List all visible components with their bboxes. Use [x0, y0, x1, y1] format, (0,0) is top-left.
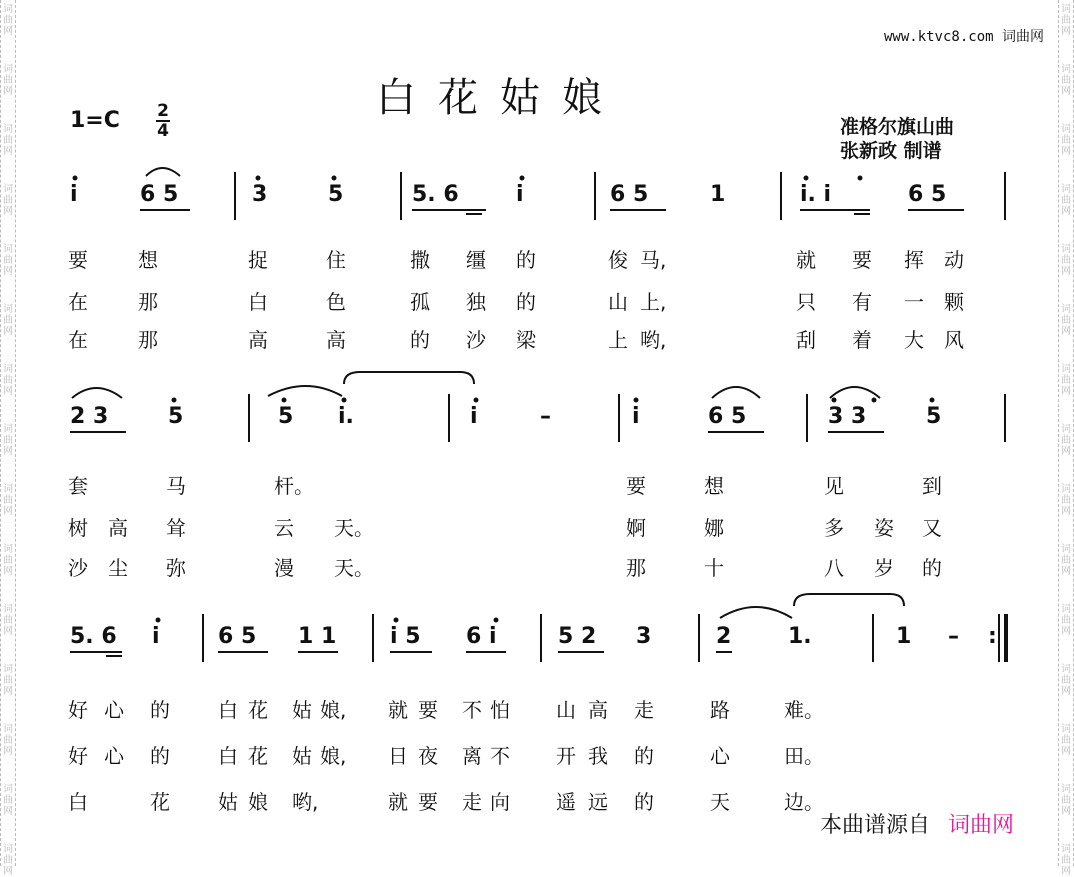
lyric: 上,	[640, 290, 667, 314]
lyric: 只	[796, 290, 816, 314]
note: –	[540, 404, 551, 429]
lyric: 花	[248, 744, 268, 768]
watermark-text: 词 曲 网	[1061, 124, 1071, 157]
lyric: 独	[466, 290, 486, 314]
tie	[344, 372, 474, 384]
lyric: 哟,	[292, 790, 319, 814]
composer-credit: 准格尔旗山曲	[840, 116, 955, 138]
lyric: 白	[248, 290, 268, 314]
lyric: 不	[462, 698, 482, 722]
lyric: 想	[138, 248, 158, 272]
lyric: 沙	[68, 556, 88, 580]
note: i	[70, 182, 78, 207]
lyric: 要	[418, 790, 438, 814]
note: i	[632, 404, 640, 429]
slur	[72, 388, 122, 398]
watermark-text: 词 曲 网	[3, 604, 13, 637]
lyric: 要	[626, 474, 646, 498]
lyric: 的	[922, 556, 942, 580]
lyric: 耸	[166, 516, 186, 540]
footer-label: 本曲谱源自	[820, 813, 931, 838]
octave-dot	[494, 618, 499, 623]
footer-source	[820, 808, 1014, 839]
slur	[720, 607, 792, 618]
watermark-text: 词 曲 网	[3, 784, 13, 817]
octave-dot	[872, 398, 877, 403]
lyric: 高	[108, 516, 128, 540]
note: i. i	[800, 182, 832, 207]
lyric: 刮	[796, 328, 816, 352]
lyric: 树	[68, 516, 88, 540]
lyric: 花	[248, 698, 268, 722]
note: 1 1	[298, 624, 337, 649]
octave-dot	[332, 176, 337, 181]
lyric: 又	[922, 516, 942, 540]
lyric: 要	[852, 248, 872, 272]
lyric: 好	[68, 744, 88, 768]
time-bottom: 4	[157, 121, 169, 141]
lyric: 杆。	[274, 474, 314, 498]
lyric: 走	[634, 698, 654, 722]
lyric: 就	[796, 248, 816, 272]
lyric: 花	[150, 790, 170, 814]
lyric: 的	[150, 744, 170, 768]
lyric: 心	[104, 698, 124, 722]
lyric: 不	[490, 744, 510, 768]
lyric: 缰	[466, 248, 486, 272]
lyric: 大	[904, 328, 924, 352]
lyric: 挥	[904, 248, 924, 272]
song-title: 白花姑娘	[376, 75, 624, 121]
slur	[712, 387, 760, 398]
lyric: 想	[704, 474, 724, 498]
lyric: 山	[608, 290, 628, 314]
watermark-text: 词 曲 网	[1061, 784, 1071, 817]
lyric: 我	[588, 744, 608, 768]
note: 5. 6	[412, 182, 459, 207]
lyric: 姑	[218, 790, 238, 814]
lyric: 岁	[874, 556, 894, 580]
octave-dot	[256, 176, 261, 181]
note: i.	[338, 404, 354, 429]
lyric: 日	[388, 744, 408, 768]
octave-dot	[394, 618, 399, 623]
lyric: 在	[68, 328, 88, 352]
lyric: 多	[824, 516, 844, 540]
watermark-text: 词 曲 网	[1061, 64, 1071, 97]
lyric: 姿	[874, 516, 894, 540]
lyric: 天。	[334, 516, 374, 540]
note: i	[516, 182, 524, 207]
octave-dot	[930, 398, 935, 403]
lyric: 孤	[410, 290, 430, 314]
watermark-text: 词 曲 网	[1061, 844, 1071, 877]
watermark-text: 词 曲 网	[1061, 664, 1071, 697]
watermark-text: 词 曲 网	[3, 724, 13, 757]
octave-dot	[73, 176, 78, 181]
lyric: 开	[556, 744, 576, 768]
watermark-text: 词 曲 网	[3, 64, 13, 97]
lyric: 离	[462, 744, 482, 768]
note: 5	[168, 404, 184, 429]
note: 5 2	[558, 624, 597, 649]
octave-dot	[474, 398, 479, 403]
lyric: 娘,	[320, 744, 347, 768]
note: 6 5	[218, 624, 257, 649]
lyric: 有	[852, 290, 872, 314]
lyric: 到	[922, 474, 942, 498]
note: 6 5	[708, 404, 747, 429]
lyric: 好	[68, 698, 88, 722]
note: –	[948, 624, 959, 649]
lyric: 怕	[490, 698, 510, 722]
lyric: 白	[218, 698, 238, 722]
lyric: 的	[150, 698, 170, 722]
lyric: 哟,	[640, 328, 667, 352]
lyric: 的	[516, 248, 536, 272]
note: 5	[926, 404, 942, 429]
lyric: 色	[326, 290, 346, 314]
lyric: 套	[68, 474, 88, 498]
lyric: 心	[104, 744, 124, 768]
lyric: 着	[852, 328, 872, 352]
lyric: 高	[248, 328, 268, 352]
watermark-text: 词 曲 网	[3, 124, 13, 157]
lyric: 姑	[292, 698, 312, 722]
tie	[794, 594, 904, 606]
lyric: 山	[556, 698, 576, 722]
note: 6 5	[908, 182, 947, 207]
watermark-text: 词 曲 网	[3, 184, 13, 217]
lyric: 夜	[418, 744, 438, 768]
lyric: 白	[218, 744, 238, 768]
lyric: 颗	[944, 290, 964, 314]
lyric: 向	[490, 790, 510, 814]
lyric: 尘	[108, 556, 128, 580]
watermark-text: 词 曲 网	[3, 4, 13, 37]
lyric: 高	[588, 698, 608, 722]
lyric: 在	[68, 290, 88, 314]
note: 5	[278, 404, 294, 429]
lyric: 就	[388, 698, 408, 722]
octave-dot	[832, 398, 837, 403]
footer-source-name[interactable]: 词曲网	[948, 813, 1015, 838]
lyric: 俊	[608, 248, 628, 272]
note: i	[152, 624, 160, 649]
watermark-text: 词 曲 网	[1061, 364, 1071, 397]
octave-dot	[156, 618, 161, 623]
lyric: 就	[388, 790, 408, 814]
lyric: 田。	[784, 744, 824, 768]
lyric: 路	[710, 698, 730, 722]
note: 6 i	[466, 624, 497, 649]
slur	[830, 387, 880, 398]
note: 5. 6	[70, 624, 117, 649]
note: 6 5	[140, 182, 179, 207]
lyric: 一	[904, 290, 924, 314]
lyric: 那	[138, 328, 158, 352]
watermark-text: 词 曲 网	[1061, 4, 1071, 37]
lyric: 娘,	[320, 698, 347, 722]
lyric: 动	[944, 248, 964, 272]
watermark-text: 词 曲 网	[1061, 724, 1071, 757]
lyric: 撒	[410, 248, 430, 272]
lyric: 梁	[516, 328, 536, 352]
lyric: 风	[944, 328, 964, 352]
watermark-text: 词 曲 网	[1061, 244, 1071, 277]
lyric: 住	[326, 248, 346, 272]
watermark-text: 词 曲 网	[3, 664, 13, 697]
lyric: 要	[68, 248, 88, 272]
watermark-text: 词 曲 网	[1061, 424, 1071, 457]
lyric: 的	[410, 328, 430, 352]
lyric: 八	[824, 556, 844, 580]
watermark-text: 词 曲 网	[1061, 304, 1071, 337]
watermark-text: 词 曲 网	[3, 484, 13, 517]
watermark-text: 词 曲 网	[3, 544, 13, 577]
octave-dot	[634, 398, 639, 403]
lyric: 那	[626, 556, 646, 580]
time-top: 2	[157, 101, 169, 121]
lyric: 娘	[248, 790, 268, 814]
lyric: 天。	[334, 556, 374, 580]
watermark-text: 词 曲 网	[1061, 604, 1071, 637]
watermark-text: 词 曲 网	[3, 844, 13, 877]
lyric: 见	[824, 474, 844, 498]
watermark-text: 词 曲 网	[3, 424, 13, 457]
lyric: 马	[166, 474, 186, 498]
repeat-dots: :	[988, 624, 997, 649]
key-signature: 1=C	[70, 108, 120, 133]
lyric: 的	[634, 744, 654, 768]
lyric: 娜	[704, 516, 724, 540]
note: i 5	[390, 624, 421, 649]
lyric: 白	[68, 790, 88, 814]
note: 2	[716, 624, 732, 649]
octave-dot	[520, 176, 525, 181]
lyric: 天	[710, 790, 730, 814]
lyric: 上	[608, 328, 628, 352]
watermark-text: 词 曲 网	[3, 244, 13, 277]
octave-dot	[804, 176, 809, 181]
note: 3	[636, 624, 652, 649]
octave-dot	[342, 398, 347, 403]
lyric: 弥	[166, 556, 186, 580]
lyric: 高	[326, 328, 346, 352]
lyric: 走	[462, 790, 482, 814]
lyric: 那	[138, 290, 158, 314]
lyric: 遥	[556, 790, 576, 814]
site-url: www.ktvc8.com 词曲网	[883, 29, 1044, 45]
note: 1	[710, 182, 726, 207]
note: 5	[328, 182, 344, 207]
lyric: 难。	[784, 698, 824, 722]
note: 3	[252, 182, 268, 207]
lyric: 要	[418, 698, 438, 722]
slur	[146, 168, 180, 176]
lyric: 马,	[640, 248, 667, 272]
watermark-text: 词 曲 网	[3, 364, 13, 397]
lyric: 十	[704, 556, 724, 580]
note: 3 3	[828, 404, 867, 429]
lyric: 捉	[248, 248, 268, 272]
watermark-text: 词 曲 网	[3, 304, 13, 337]
octave-dot	[858, 176, 863, 181]
note: 1.	[788, 624, 812, 649]
lyric: 的	[634, 790, 654, 814]
lyric: 沙	[466, 328, 486, 352]
lyric: 边。	[784, 790, 824, 814]
note: 2 3	[70, 404, 109, 429]
note: 6 5	[610, 182, 649, 207]
watermark-text: 词 曲 网	[1061, 544, 1071, 577]
octave-dot	[282, 398, 287, 403]
octave-dot	[172, 398, 177, 403]
watermark-text: 词 曲 网	[1061, 184, 1071, 217]
watermark-text: 词 曲 网	[1061, 484, 1071, 517]
lyric: 姑	[292, 744, 312, 768]
note: 1	[896, 624, 912, 649]
lyric: 的	[516, 290, 536, 314]
lyric: 婀	[626, 516, 646, 540]
arranger-credit: 张新政 制谱	[840, 140, 942, 162]
slur	[268, 386, 342, 396]
lyric: 心	[710, 744, 730, 768]
lyric: 远	[588, 790, 608, 814]
lyric: 漫	[274, 556, 294, 580]
lyric: 云	[274, 516, 294, 540]
note: i	[470, 404, 478, 429]
